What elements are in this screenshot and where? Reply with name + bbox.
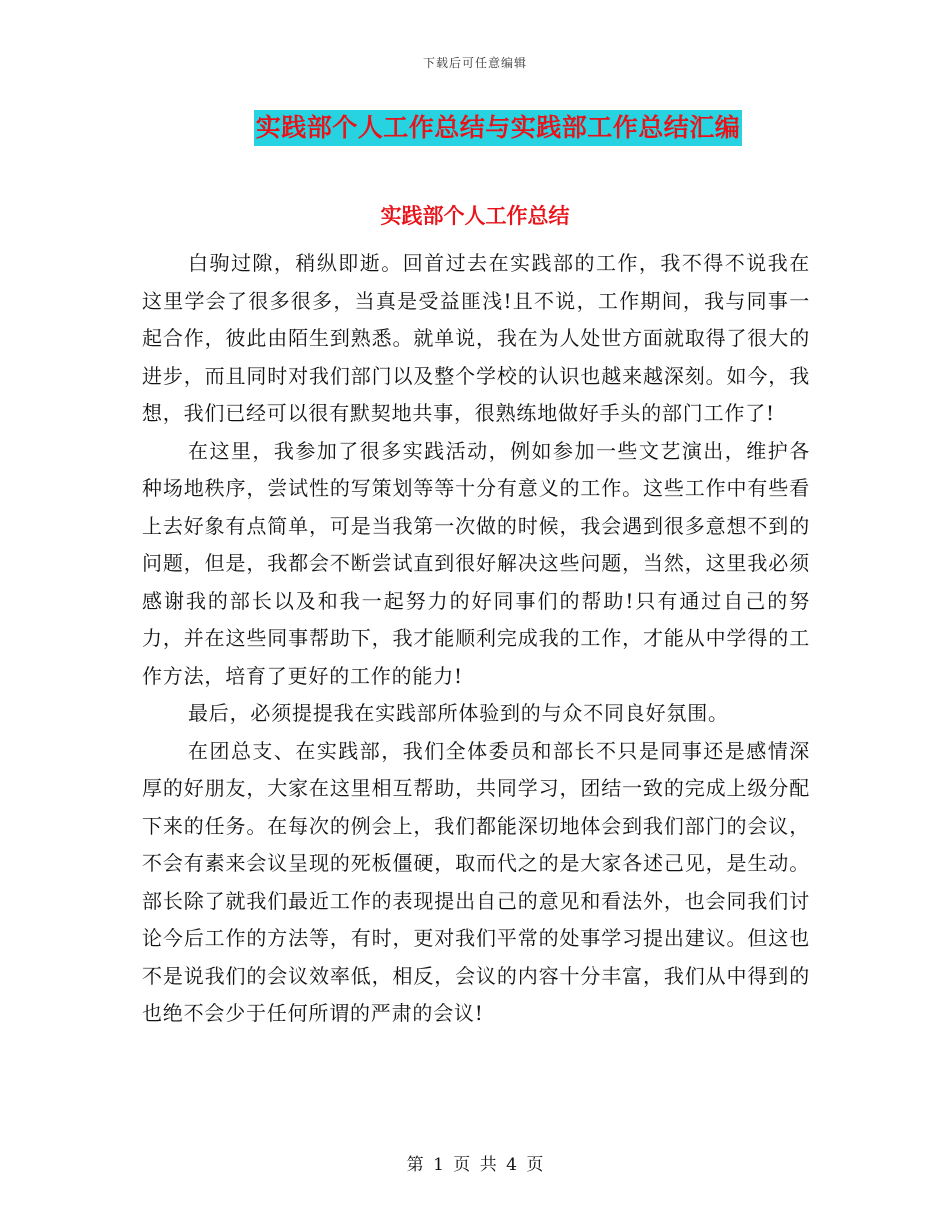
paragraph: 白驹过隙，稍纵即逝。回首过去在实践部的工作，我不得不说我在这里学会了很多很多，当真是受益匪浅!且不说，工作期间，我与同事一起合作，彼此由陌生到熟悉。就单说，我在为人处世方面就取得了很大的进步，而且同时对我们部门以及整个学校的认识也越来越深刻。如今，我想，我们已经可以很有默契地共事，很熟练地做好手头的部门工作了! <box>142 251 810 425</box>
document-title: 实践部个人工作总结与实践部工作总结汇编 <box>254 110 743 146</box>
section-title: 实践部个人工作总结 <box>380 204 570 228</box>
paragraph: 在团总支、在实践部，我们全体委员和部长不只是同事还是感情深厚的好朋友，大家在这里相互帮助，共同学习，团结一致的完成上级分配下来的任务。在每次的例会上，我们都能深切地体会到我们部门的会议，不会有素来会议呈现的死板僵硬，取而代之的是大家各述己见，是生动。部长除了就我们最近工作的表现提出自己的意见和看法外，也会同我们讨论今后工作的方法等，有时，更对我们平常的处事学习提出建议。但这也不是说我们的会议效率低，相反，会议的内容十分丰富，我们从中得到的也绝不会少于任何所谓的严肃的会议! <box>142 738 810 1025</box>
main-title-wrap <box>0 110 950 146</box>
page-footer: 第 1 页 共 4 页 <box>406 1155 544 1175</box>
document-body <box>142 245 810 1033</box>
paragraph: 最后，必须提提我在实践部所体验到的与众不同良好氛围。 <box>188 701 729 725</box>
paragraph: 在这里，我参加了很多实践活动，例如参加一些文艺演出，维护各种场地秩序，尝试性的写策划等等十分有意义的工作。这些工作中有些看上去好象有点简单，可是当我第一次做的时候，我会遇到很多意想不到的问题，但是，我都会不断尝试直到很好解决这些问题，当然，这里我必须感谢我的部长以及和我一起努力的好同事们的帮助!只有通过自己的努力，并在这些同事帮助下，我才能顺利完成我的工作，才能从中学得的工作方法，培育了更好的工作的能力! <box>142 438 810 688</box>
header-note: 下载后可任意编辑 <box>422 56 527 70</box>
